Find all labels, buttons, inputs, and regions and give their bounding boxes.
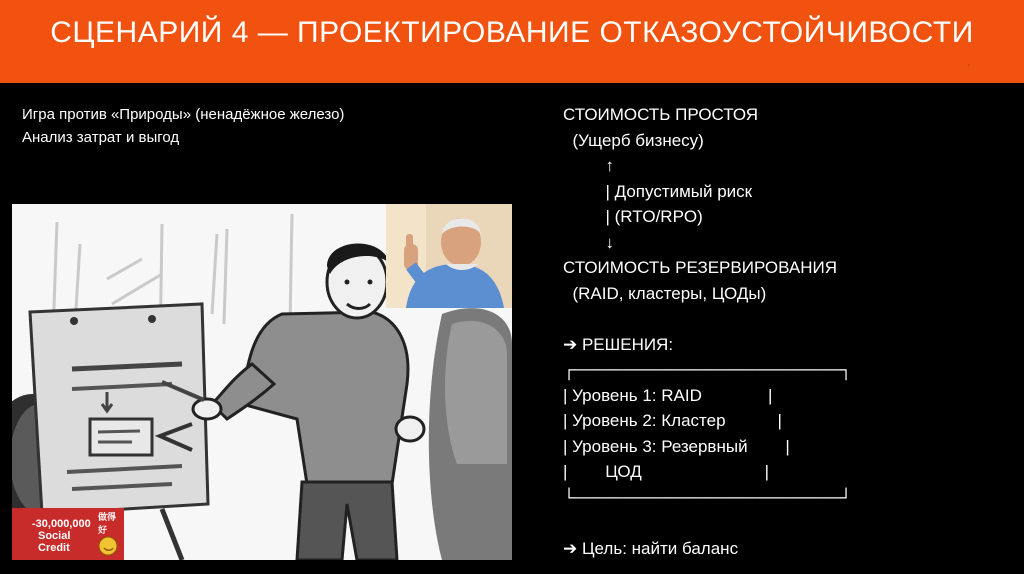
right-line <box>563 306 852 332</box>
right-line: ┌──────────────────────┐ <box>563 360 853 379</box>
right-line: (Ущерб бизнесу) <box>563 130 704 150</box>
right-line <box>563 510 852 536</box>
right-line: ↑ <box>563 156 615 175</box>
right-line: ➔ РЕШЕНИЯ: <box>563 334 674 354</box>
thumbs-up-man-art <box>386 204 512 308</box>
left-line-1: Игра против «Природы» (ненадёжное железо) <box>22 106 345 123</box>
right-line: | Уровень 2: Кластер | <box>563 411 782 430</box>
badge-line-1: Social <box>38 530 71 542</box>
right-line: | ЦОД | <box>563 462 769 481</box>
right-text-block <box>563 102 852 561</box>
right-line: | Уровень 1: RAID | <box>563 385 773 405</box>
right-line: ➔ Цель: найти баланс <box>563 538 739 558</box>
right-line: (RAID, кластеры, ЦОДы) <box>563 283 767 303</box>
badge-cn-text: 做得好 <box>98 512 117 535</box>
badge-line-2: Credit <box>38 542 70 554</box>
right-line: СТОИМОСТЬ РЕЗЕРВИРОВАНИЯ <box>563 258 838 277</box>
badge-amount: -30,000,000 <box>32 518 91 530</box>
title-bar <box>0 0 1024 83</box>
right-line: СТОИМОСТЬ ПРОСТОЯ <box>563 105 759 124</box>
left-line-2: Анализ затрат и выгод <box>22 129 180 146</box>
right-line: └──────────────────────┘ <box>563 487 853 507</box>
decor-dot <box>968 64 970 66</box>
right-line: | Допустимый риск <box>563 181 753 201</box>
left-text-block <box>22 103 344 149</box>
slide-title: СЦЕНАРИЙ 4 — ПРОЕКТИРОВАНИЕ ОТКАЗОУСТОЙЧИВОСТИ <box>50 16 974 49</box>
right-line: ↓ <box>563 232 615 252</box>
right-line: | Уровень 3: Резервный | <box>563 436 790 456</box>
thumbs-up-man-photo <box>386 204 512 308</box>
right-line: | (RTO/RPO) <box>563 207 703 226</box>
social-credit-badge <box>12 508 124 560</box>
badge-emoji-icon <box>12 508 124 560</box>
